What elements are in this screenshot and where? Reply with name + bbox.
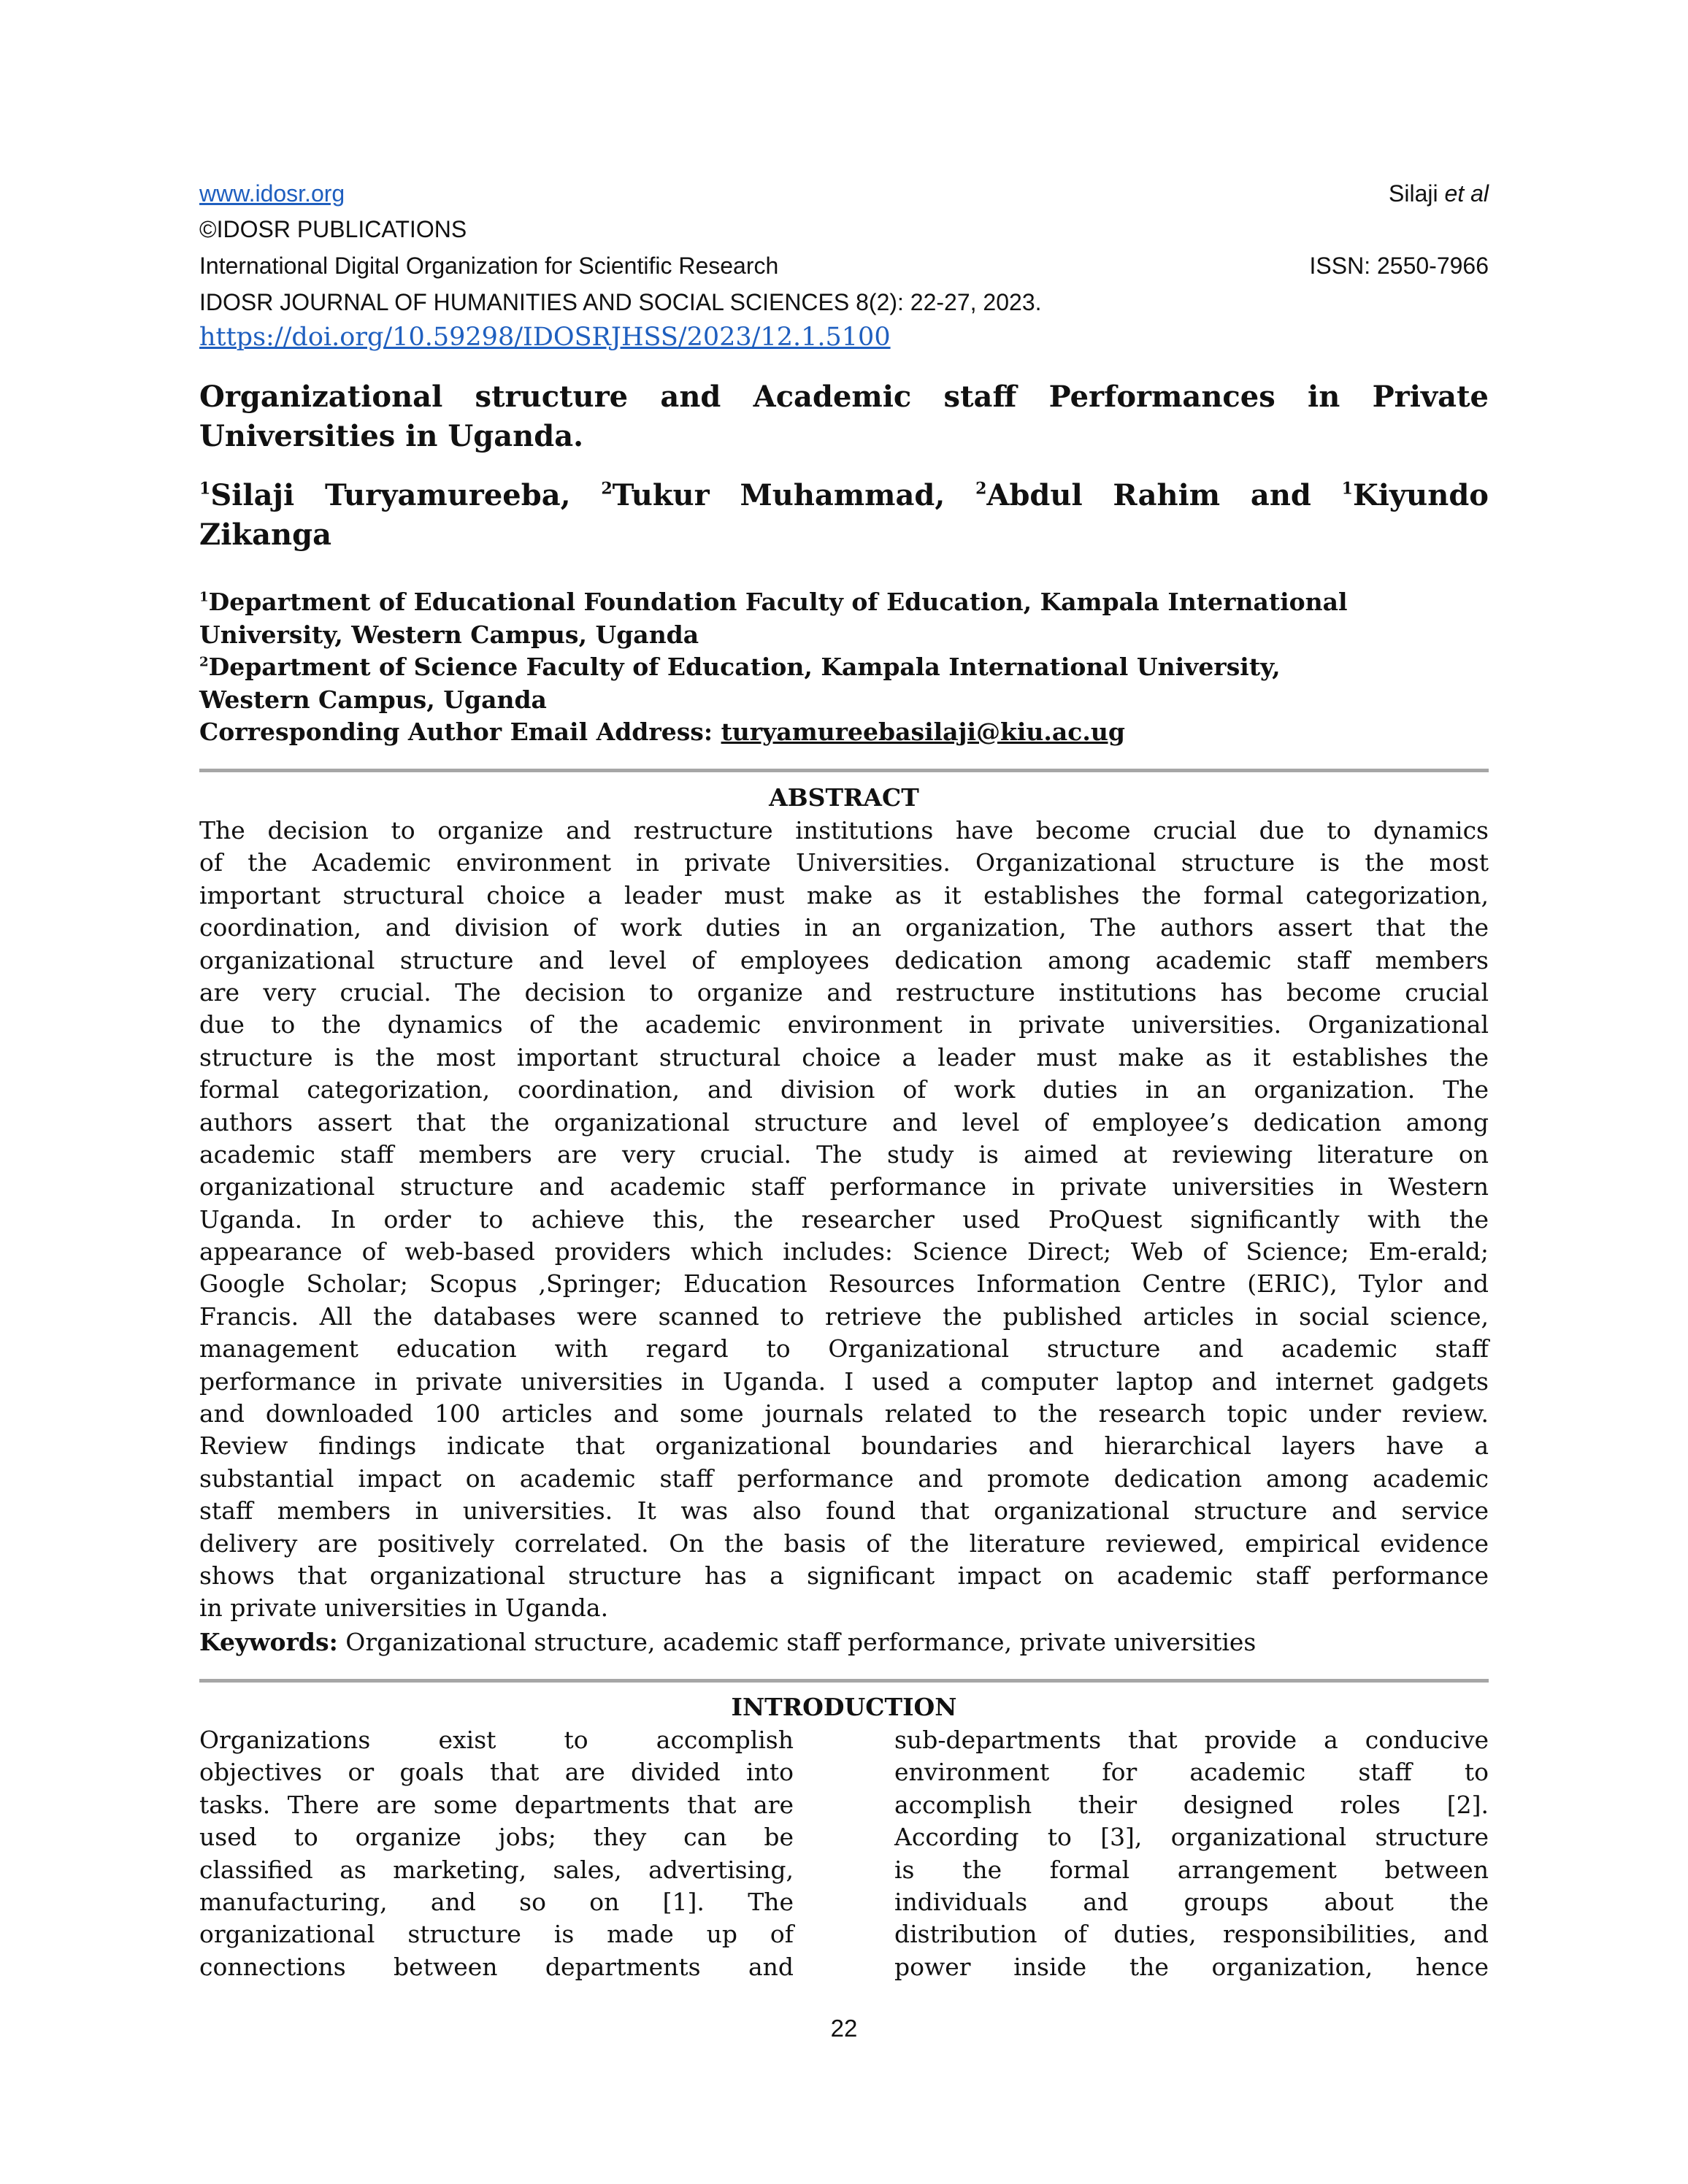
author-affil-sup: 2 xyxy=(601,479,613,499)
text-line: Francis. All the databases were scanned to retrieve the published articles in social science, xyxy=(199,1301,1489,1331)
text-line: tasks. There are some departments that are xyxy=(199,1790,794,1819)
author-1: Silaji Turyamureeba, xyxy=(210,478,571,512)
text-line: power inside the organization, hence xyxy=(894,1952,1489,1981)
text-line: academic staff members are very crucial. The study is aimed at reviewing literature on xyxy=(199,1139,1489,1169)
abstract-body xyxy=(199,815,1489,1625)
affiliation-sup: 2 xyxy=(199,654,209,670)
author-2: Tukur Muhammad, xyxy=(612,478,945,512)
introduction-heading: INTRODUCTION xyxy=(731,1693,957,1721)
text-line: organizational structure is made up of xyxy=(199,1920,794,1949)
keywords-list: Organizational structure, academic staff performance, private universities xyxy=(337,1628,1257,1656)
text-line: staff members in universities. It was also found that organizational structure and service xyxy=(199,1496,1489,1526)
text-line: are very crucial. The decision to organize and restructure institutions has become crucial xyxy=(199,977,1489,1007)
text-line: performance in private universities in Uganda. I used a computer laptop and internet gadgets xyxy=(199,1366,1489,1396)
affiliation-2-line-2: Western Campus, Uganda xyxy=(199,685,547,714)
header-line-organization xyxy=(199,247,1489,284)
affiliation-1-line-2: University, Western Campus, Uganda xyxy=(199,620,699,649)
issn: ISSN: 2550-7966 xyxy=(1309,253,1489,279)
journal-citation: IDOSR JOURNAL OF HUMANITIES AND SOCIAL SCIENCES 8(2): 22-27, 2023. xyxy=(199,289,1042,315)
authors-line-2: Zikanga xyxy=(199,518,331,552)
text-line: individuals and groups about the xyxy=(894,1887,1489,1916)
text-line: structure is the most important structural choice a leader must make as it establishes the xyxy=(199,1042,1489,1072)
text-line: sub-departments that provide a conducive xyxy=(894,1726,1489,1754)
website-link[interactable]: www.idosr.org xyxy=(199,180,345,207)
text-line: of the Academic environment in private Universities. Organizational structure is the most xyxy=(199,848,1489,877)
author-affil-sup: 2 xyxy=(975,479,987,499)
author-3: Abdul Rahim and xyxy=(986,478,1311,512)
paper-title-line-1: Organizational structure and Academic staff Performances in Private xyxy=(199,380,1489,414)
publisher: ©IDOSR PUBLICATIONS xyxy=(199,216,467,242)
text-line: organizational structure and academic staff performance in private universities in Western xyxy=(199,1172,1489,1201)
text-line: accomplish their designed roles [2]. xyxy=(894,1790,1489,1819)
text-line: delivery are positively correlated. On the basis of the literature reviewed, empirical evidence xyxy=(199,1529,1489,1558)
text-line: substantial impact on academic staff performance and promote dedication among academic xyxy=(199,1464,1489,1493)
text-line: organizational structure and level of employees dedication among academic staff members xyxy=(199,945,1489,974)
text-line: According to [3], organizational structure xyxy=(894,1823,1489,1852)
email-label: Corresponding Author Email Address: xyxy=(199,718,721,746)
text-line: objectives or goals that are divided into xyxy=(199,1758,794,1787)
organization-name: International Digital Organization for Scientific Research xyxy=(199,253,779,279)
divider xyxy=(199,1679,1489,1683)
text-line: formal categorization, coordination, and division of work duties in an organization. The xyxy=(199,1075,1489,1104)
affiliation-1 xyxy=(199,586,1489,749)
text-line: in private universities in Uganda. xyxy=(199,1593,609,1623)
text-line: Google Scholar; Scopus ,Springer; Education Resources Information Centre (ERIC), Tylor and xyxy=(199,1269,1489,1299)
text-line: and downloaded 100 articles and some journals related to the research topic under review. xyxy=(199,1399,1489,1429)
text-line: coordination, and division of work duties in an organization, The authors assert that the xyxy=(199,913,1489,942)
divider xyxy=(199,769,1489,772)
abstract-heading: ABSTRACT xyxy=(769,783,919,812)
text-line: due to the dynamics of the academic environment in private universities. Organizational xyxy=(199,1010,1489,1039)
text-line: is the formal arrangement between xyxy=(894,1855,1489,1884)
text-line: Uganda. In order to achieve this, the researcher used ProQuest significantly with the xyxy=(199,1204,1489,1234)
text-line: Review findings indicate that organizational boundaries and hierarchical layers have a xyxy=(199,1431,1489,1461)
introduction-left-column xyxy=(199,1724,794,1983)
running-author-etal: et al xyxy=(1444,180,1489,207)
email-link[interactable]: turyamureebasilaji@kiu.ac.ug xyxy=(721,718,1125,746)
affiliation-1-line-1: Department of Educational Foundation Faculty of Education, Kampala International xyxy=(208,588,1348,616)
text-line: shows that organizational structure has a significant impact on academic staff performance xyxy=(199,1561,1489,1590)
text-line: environment for academic staff to xyxy=(894,1758,1489,1787)
keywords xyxy=(199,1626,1489,1658)
affiliation-2-line-1: Department of Science Faculty of Education, Kampala International University, xyxy=(208,653,1281,681)
text-line: authors assert that the organizational structure and level of employee’s dedication among xyxy=(199,1107,1489,1137)
text-line: manufacturing, and so on [1]. The xyxy=(199,1887,794,1916)
text-line: connections between departments and xyxy=(199,1952,794,1981)
running-head xyxy=(1389,175,1489,212)
authors-line-1 xyxy=(199,476,1489,515)
page-number: 22 xyxy=(830,2015,858,2042)
text-line: classified as marketing, sales, advertising, xyxy=(199,1855,794,1884)
doi-link[interactable]: https://doi.org/10.59298/IDOSRJHSS/2023/12.1.5100 xyxy=(199,323,891,352)
author-4: Kiyundo xyxy=(1352,478,1489,512)
text-line: The decision to organize and restructure institutions have become crucial due to dynamics xyxy=(199,816,1489,845)
introduction-right-column xyxy=(894,1724,1489,1983)
paper-title-line-2: Universities in Uganda. xyxy=(199,419,584,453)
text-line: used to organize jobs; they can be xyxy=(199,1823,794,1852)
header-line-website xyxy=(199,175,1489,212)
running-author: Silaji xyxy=(1389,180,1438,207)
author-affil-sup: 1 xyxy=(199,479,211,499)
corresponding-email-line xyxy=(199,716,1489,749)
affiliation-sup: 1 xyxy=(199,589,209,605)
text-line: appearance of web-based providers which includes: Science Direct; Web of Science; Em-erald; xyxy=(199,1237,1489,1266)
doi-line xyxy=(199,319,1489,355)
text-line: important structural choice a leader must make as it establishes the formal categorization, xyxy=(199,880,1489,910)
text-line: distribution of duties, responsibilities, and xyxy=(894,1920,1489,1949)
text-line: Organizations exist to accomplish xyxy=(199,1726,794,1754)
text-line: management education with regard to Organizational structure and academic staff xyxy=(199,1334,1489,1364)
author-affil-sup: 1 xyxy=(1341,479,1353,499)
keywords-label: Keywords: xyxy=(199,1628,338,1656)
